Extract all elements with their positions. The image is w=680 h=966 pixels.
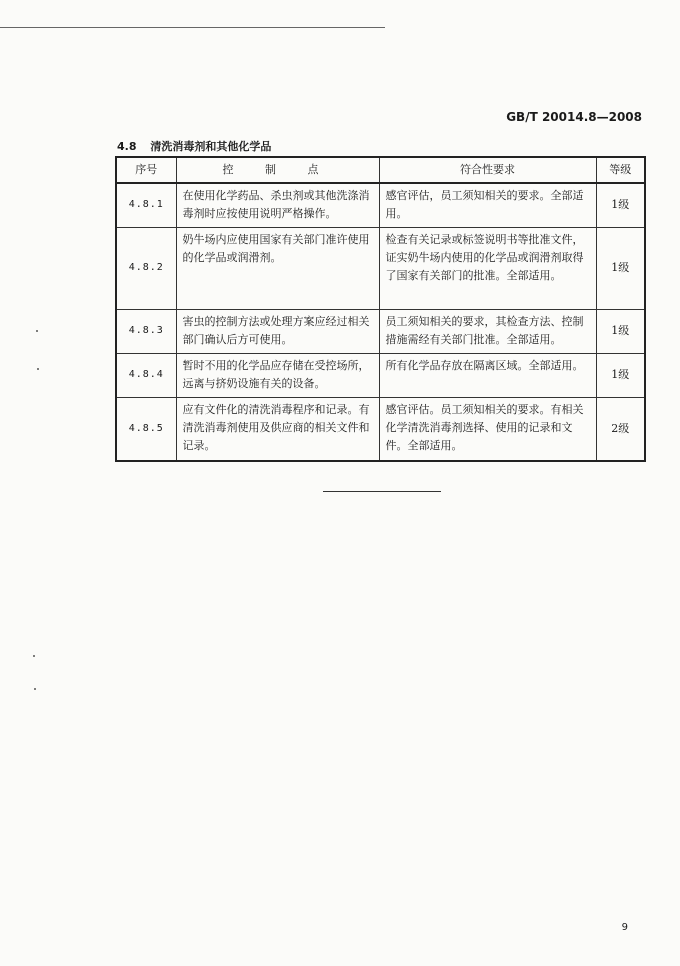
header-control-point: 控 制 点 [176, 157, 379, 183]
header-requirement: 符合性要求 [379, 157, 596, 183]
section-heading [117, 138, 271, 154]
row-grade: 2级 [596, 397, 645, 461]
section-title: 清洗消毒剂和其他化学品 [150, 140, 272, 153]
scan-speck [33, 655, 35, 657]
section-number: 4.8 [117, 140, 137, 153]
row-id: 4.8.2 [116, 227, 176, 309]
row-requirement: 所有化学品存放在隔离区域。全部适用。 [379, 353, 596, 397]
table-row [116, 183, 645, 227]
row-control: 在使用化学药品、杀虫剂或其他洗涤消毒剂时应按使用说明严格操作。 [176, 183, 379, 227]
table-row [116, 309, 645, 353]
table-row [116, 227, 645, 309]
row-control: 害虫的控制方法或处理方案应经过相关部门确认后方可使用。 [176, 309, 379, 353]
control-points-table [115, 156, 646, 462]
row-requirement: 员工须知相关的要求，其检查方法、控制措施需经有关部门批准。全部适用。 [379, 309, 596, 353]
row-grade: 1级 [596, 183, 645, 227]
top-rule [0, 27, 385, 28]
row-grade: 1级 [596, 353, 645, 397]
scan-speck [37, 368, 39, 370]
row-id: 4.8.5 [116, 397, 176, 461]
row-control: 应有文件化的清洗消毒程序和记录。有清洗消毒剂使用及供应商的相关文件和记录。 [176, 397, 379, 461]
header-seq: 序号 [116, 157, 176, 183]
row-requirement: 检查有关记录或标签说明书等批准文件，证实奶牛场内使用的化学品或润滑剂取得了国家有关部门的批准。全部适用。 [379, 227, 596, 309]
row-control: 暂时不用的化学品应存储在受控场所，远离与挤奶设施有关的设备。 [176, 353, 379, 397]
end-of-section-rule [323, 491, 441, 492]
row-id: 4.8.4 [116, 353, 176, 397]
row-grade: 1级 [596, 227, 645, 309]
row-id: 4.8.3 [116, 309, 176, 353]
table-header-row [116, 157, 645, 183]
row-grade: 1级 [596, 309, 645, 353]
row-id: 4.8.1 [116, 183, 176, 227]
document-code: GB/T 20014.8—2008 [506, 110, 642, 124]
page-number: 9 [621, 922, 628, 933]
scan-speck [34, 688, 36, 690]
scan-speck [36, 330, 38, 332]
table-row [116, 353, 645, 397]
header-grade: 等级 [596, 157, 645, 183]
row-requirement: 感官评估。员工须知相关的要求。有相关化学清洗消毒剂选择、使用的记录和文件。全部适用。 [379, 397, 596, 461]
row-control: 奶牛场内应使用国家有关部门准许使用的化学品或润滑剂。 [176, 227, 379, 309]
table-row [116, 397, 645, 461]
row-requirement: 感官评估，员工须知相关的要求。全部适用。 [379, 183, 596, 227]
